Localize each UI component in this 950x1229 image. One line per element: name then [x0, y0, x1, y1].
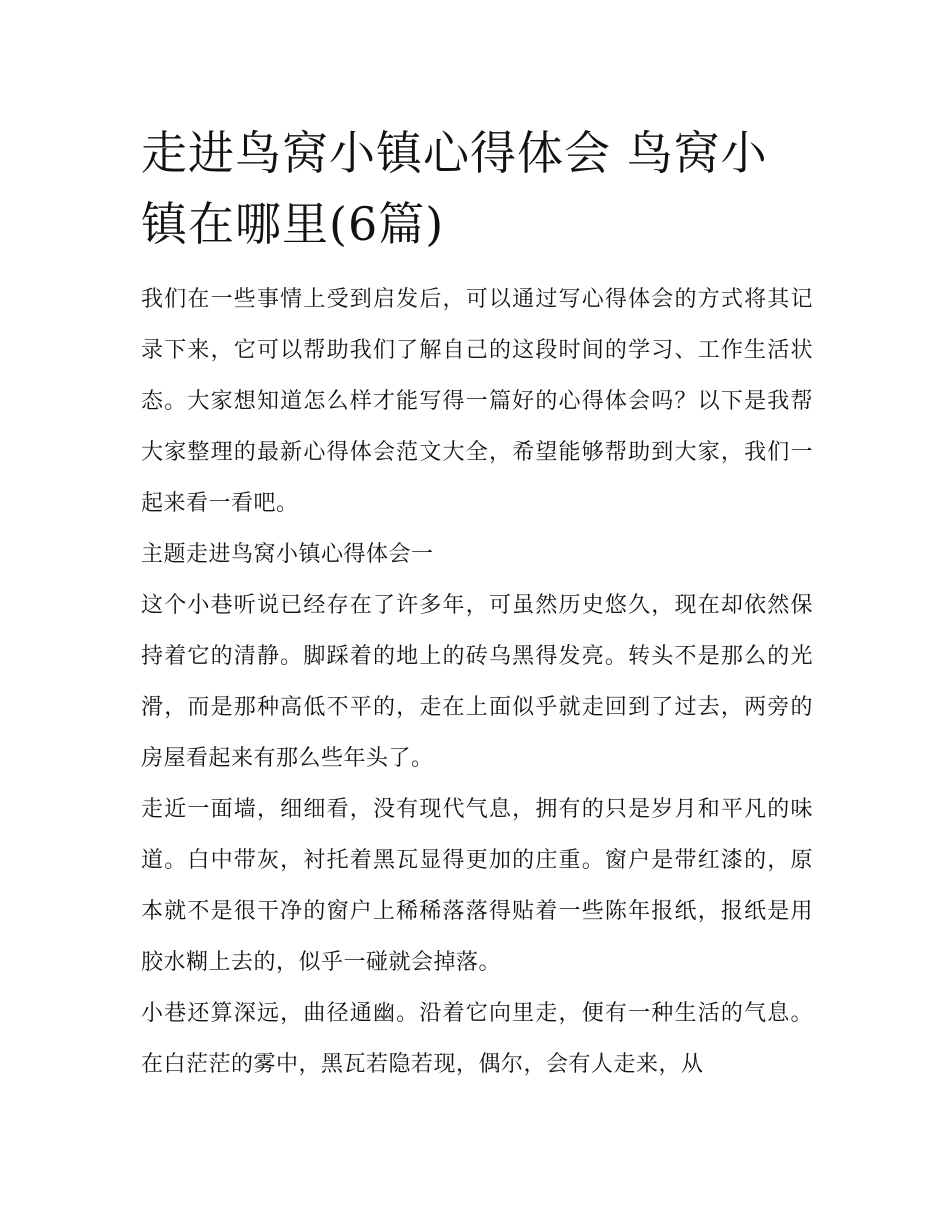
document-page [141, 118, 813, 1090]
body-paragraph: 小巷还算深远，曲径通幽。沿着它向里走，便有一种生活的气息。在白茫茫的雾中，黑瓦若隐若现，偶尔，会有人走来，从 [141, 1001, 813, 1077]
section-heading: 主题走进鸟窝小镇心得体会一 [141, 542, 434, 567]
intro-paragraph: 我们在一些事情上受到启发后，可以通过写心得体会的方式将其记录下来，它可以帮助我们了解自己的这段时间的学习、工作生活状态。大家想知道怎么样才能写得一篇好的心得体会吗？以下是我帮大家整理的最新心得体会范文大全，希望能够帮助到大家，我们一起来看一看吧。 [141, 287, 813, 516]
body-paragraph: 走近一面墙，细细看，没有现代气息，拥有的只是岁月和平凡的味道。白中带灰，衬托着黑瓦显得更加的庄重。窗户是带红漆的，原本就不是很干净的窗户上稀稀落落得贴着一些陈年报纸，报纸是用胶水糊上去的，似乎一碰就会掉落。 [141, 797, 813, 975]
body-paragraph: 这个小巷听说已经存在了许多年，可虽然历史悠久，现在却依然保持着它的清静。脚踩着的地上的砖乌黑得发亮。转头不是那么的光滑，而是那种高低不平的，走在上面似乎就走回到了过去，两旁的房屋看起来有那么些年头了。 [141, 593, 813, 771]
document-title: 走进鸟窝小镇心得体会 鸟窝小镇在哪里(6篇) [141, 126, 768, 251]
